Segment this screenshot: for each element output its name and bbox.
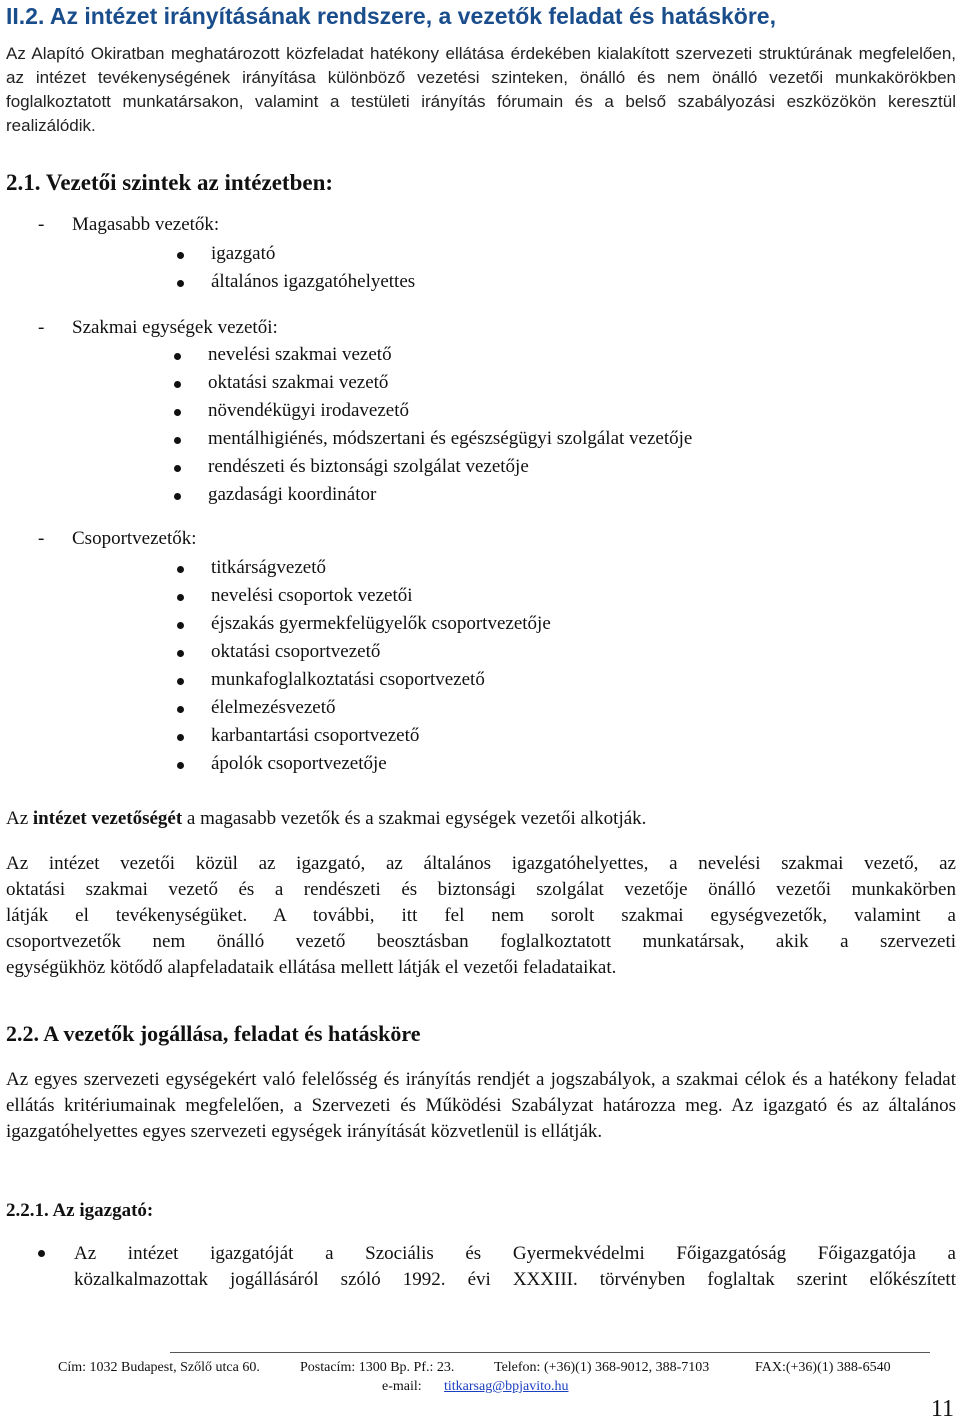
footer-phone: Telefon: (+36)(1) 368-9012, 388-7103 [494,1360,710,1375]
bullet-icon [177,622,184,629]
bullet-icon [177,734,184,741]
bullet-icon [174,409,181,416]
list-item-text: mentálhigiénés, módszertani és egészségügyi szolgálat vezetője [208,428,693,449]
list-item [208,428,692,450]
list-item-text: oktatási csoportvezető [211,641,381,662]
list-item-text: titkárságvezető [211,557,327,578]
list-item [211,243,275,265]
bullet-icon [177,678,184,685]
group-label-text: Magasabb vezetők: [72,214,220,235]
footer-postal: Postacím: 1300 Bp. Pf.: 23. [300,1360,455,1375]
leadership-sentence [6,806,956,832]
list-item-text: igazgató [211,243,276,264]
list-item [208,400,409,422]
page-number: 11 [930,1396,954,1422]
paragraph-line: csoportvezetők nem önálló vezető beosztásban foglalkoztatott munkatársak, akik a szervezeti [6,931,956,952]
list-item [211,753,387,775]
bullet-icon [177,762,184,769]
list-item-text: oktatási szakmai vezető [208,372,389,393]
list-item [208,372,388,394]
list-item-text: karbantartási csoportvezető [211,725,420,746]
footer-address: Cím: 1032 Budapest, Szőlő utca 60. [58,1360,260,1375]
dash-marker: - [38,317,45,338]
bullet-icon [174,353,181,360]
sentence-prefix: Az [6,808,33,829]
independent-leaders-paragraph [6,851,956,981]
list-item [211,725,419,747]
list-item-text: rendészeti és biztonsági szolgálat vezetője [208,456,529,477]
list-item [208,344,392,366]
bullet-icon [177,566,184,573]
paragraph-line: látják el tevékenységüket. A további, itt fel nem sorolt szakmai egységvezetők, valamint a [6,905,956,926]
sentence-suffix: a magasabb vezetők és a szakmai egységek vezetői alkotják. [182,808,647,829]
bullet-icon [177,650,184,657]
bullet-icon [38,1250,45,1257]
subsection-22-paragraph: Az egyes szervezeti egységekért való felelősség és irányítás rendjét a jogszabályok, a szakmai célok és a hatékony feladat ellátás kritériumainak megfelelően, a Szervezeti és Működési Szabályzat határozza meg. Az igazgató és az általános igazgatóhelyettes egyes szervezeti egységek irányítását közvetlenül is ellátják. [6,1069,956,1142]
paragraph-line: Az intézet vezetői közül az igazgató, az általános igazgatóhelyettes, a nevelési szakmai vezető, az [6,853,956,874]
sentence-bold: intézet vezetőségét [32,808,183,829]
list-item [211,641,380,663]
paragraph-line: oktatási szakmai vezető és a rendészeti és biztonsági szolgálat vezetője önálló vezetői munkakörben [6,879,956,900]
group-label-text: Szakmai egységek vezetői: [72,317,278,338]
bullet-icon [177,706,184,713]
list-item [208,484,376,506]
group-label-senior [38,214,220,236]
bullet-icon [177,280,184,287]
footer-fax: FAX:(+36)(1) 388-6540 [755,1360,891,1375]
paragraph-line: egységükhöz kötődő alapfeladataik ellátása mellett látják el vezetői feladataikat. [6,957,617,978]
paragraph-line: közalkalmazottak jogállásáról szóló 1992. évi XXXIII. törvényben foglaltak szerint előkészített [74,1269,956,1290]
list-item-text: élelmezésvezető [211,697,336,718]
list-item [211,271,415,293]
group-label-professional [38,317,278,339]
list-item-text: ápolók csoportvezetője [211,753,387,774]
bullet-icon [174,465,181,472]
list-item [208,456,529,478]
list-item [211,697,335,719]
list-item-text: növendékügyi irodavezető [208,400,410,421]
list-item-text: munkafoglalkoztatási csoportvezető [211,669,485,690]
list-item-text: éjszakás gyermekfelügyelők csoportvezetője [211,613,551,634]
list-item-text: általános igazgatóhelyettes [211,271,416,292]
intro-paragraph: Az Alapító Okiratban meghatározott közfeladat hatékony ellátása érdekében kialakított szervezeti struktúrának megfelelően, az intézet tevékenységének irányítása különböző vezetési szinteken, önálló és nem önálló vezetői munkakörökben foglalkoztatott munkatársakon, valamint a testületi irányítás fórumain és a belső szabályozási eszközökön keresztül realizálódik. [6,44,956,135]
subsection-22-title: 2.2. A vezetők jogállása, feladat és hatásköre [6,1021,421,1046]
bullet-icon [177,594,184,601]
group-label-text: Csoportvezetők: [72,528,197,549]
list-item [211,585,413,607]
list-item-text: gazdasági koordinátor [208,484,377,505]
paragraph-line: Az intézet igazgatóját a Szociális és Gyermekvédelmi Főigazgatóság Főigazgatója a [74,1243,956,1264]
subsection-221-title: 2.2.1. Az igazgató: [6,1200,154,1221]
list-item [211,669,485,691]
section-heading: II.2. Az intézet irányításának rendszere, a vezetők feladat és hatásköre, [6,3,776,29]
bullet-icon [177,252,184,259]
bullet-icon [174,437,181,444]
bullet-icon [174,381,181,388]
footer-email-link[interactable]: titkarsag@bpjavito.hu [444,1379,569,1394]
list-item [211,557,326,579]
footer-divider [170,1352,930,1353]
director-bullet [74,1241,956,1293]
footer-email-label: e-mail: [382,1379,422,1394]
group-label-group-leaders [38,528,197,550]
subsection-21-title: 2.1. Vezetői szintek az intézetben: [6,170,334,195]
list-item-text: nevelési szakmai vezető [208,344,392,365]
list-item-text: nevelési csoportok vezetői [211,585,413,606]
dash-marker: - [38,214,45,235]
bullet-icon [174,493,181,500]
list-item [211,613,551,635]
dash-marker: - [38,528,45,549]
